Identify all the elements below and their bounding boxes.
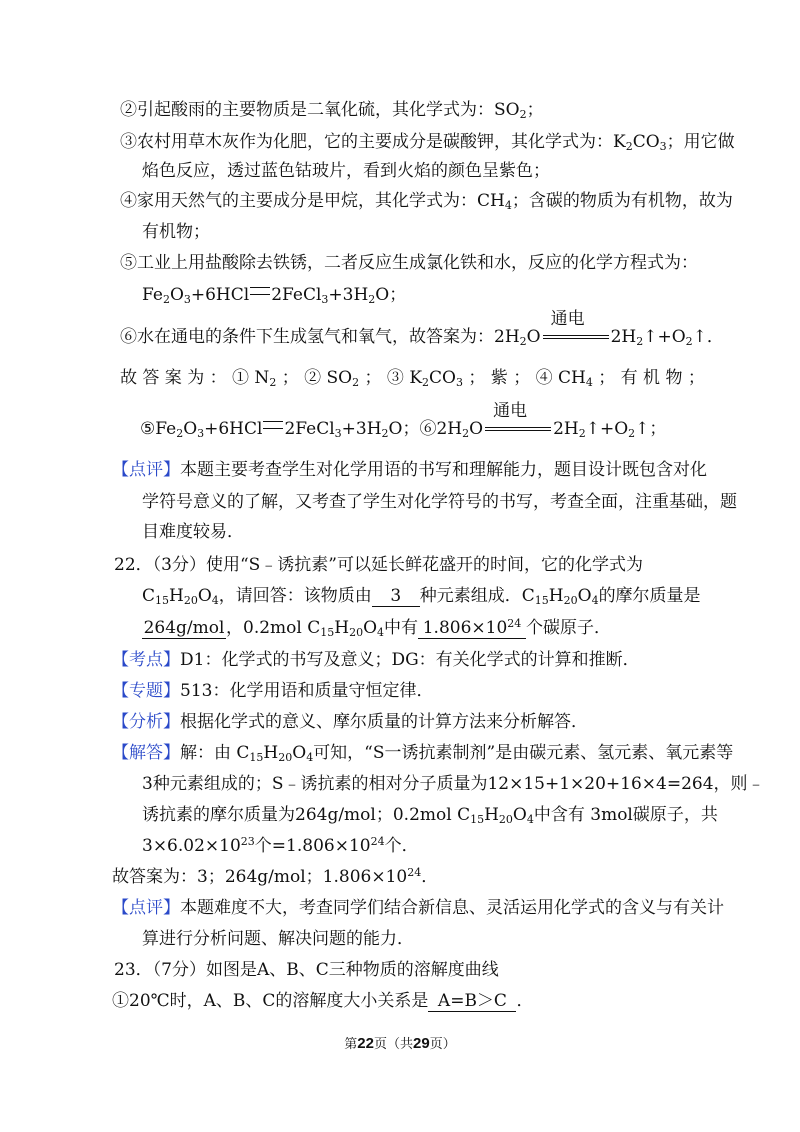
electrolysis-arrow: 通电 bbox=[541, 325, 611, 349]
page-number: 22 bbox=[357, 1035, 374, 1052]
answer-line: 故答案为：3；264g/mol；$1.806\times 10^{24}$． bbox=[112, 866, 439, 887]
page-footer: 第22页（共29页） bbox=[344, 1035, 456, 1052]
text-line: 算进行分析问题、解决问题的能力． bbox=[142, 929, 414, 949]
jieda-line: 【解答】解：由 $C_{15}H_{20}O_4$可知，“S一诱抗素制剂”是由碳元素、氢元素、氧元素等 bbox=[112, 743, 734, 764]
electrolysis-arrow: 通电 bbox=[483, 417, 553, 441]
text-line: 3种元素组成的；S﹣诱抗素的相对分子质量为12×15+1×20+16×4=264，则﹣ bbox=[142, 774, 765, 794]
zhuanti-line: 【专题】513：化学用语和质量守恒定律． bbox=[112, 681, 434, 701]
text-line: 诱抗素的摩尔质量为264g/mol；0.2mol $C_{15}H_{20}O_4$中含有 3mol碳原子，共 bbox=[142, 805, 718, 826]
answer-blank: 264g/mol bbox=[143, 618, 225, 638]
kaodian-line: 【考点】D1：化学式的书写及意义；DG：有关化学式的计算和推断． bbox=[112, 650, 640, 670]
comment-line: 【点评】本题难度不大，考查同学们结合新信息、灵活运用化学式的含义与有关计 bbox=[112, 898, 724, 918]
equation-line: $Fe_2O_3+6HCl$ $2FeCl_3+3H_2O$； bbox=[142, 285, 407, 306]
text-line: ③农村用草木灰作为化肥，它的主要成分是碳酸钾，其化学式为：$K_2CO_3$；用它做 bbox=[120, 132, 735, 153]
text-line: $3\times 6.02\times 10^{23}$个$=1.806\times 10^{24}$个． bbox=[142, 835, 419, 856]
text-line: 有机物； bbox=[142, 222, 210, 242]
answer-line: $⑤Fe_2O_3+6HCl$ $2FeCl_3+3H_2O$；$⑥2H_2O$ 通电 $2H_2↑+O_2↑$； bbox=[140, 401, 667, 440]
fenxi-line: 【分析】根据化学式的意义、摩尔质量的计算方法来分析解答． bbox=[112, 712, 588, 732]
page-total: 29 bbox=[413, 1035, 430, 1052]
comment-line: 【点评】本题主要考查学生对化学用语的书写和理解能力，题目设计既包含对化 bbox=[112, 460, 707, 480]
question-23-part1: ①20℃时，A、B、C的溶解度大小关系是 A=B＞C ． bbox=[112, 991, 534, 1011]
text-line: ⑥水在通电的条件下生成氢气和氧气，故答案为：$2H_2O$ 通电 $2H_2↑+O_2↑$． bbox=[120, 309, 724, 348]
answer-blank: 3 bbox=[372, 586, 420, 607]
text-line: 学符号意义的了解，又考查了学生对化学符号的书写，考查全面，注重基础，题 bbox=[142, 492, 737, 512]
comment-tag: 【点评】 bbox=[112, 460, 180, 480]
question-22-line3: 264g/mol，0.2mol $C_{15}H_{20}O_4$中有 $1.806\times 10^{24}$ 个碳原子． bbox=[143, 617, 612, 639]
text-line: 焰色反应，透过蓝色钴玻片，看到火焰的颜色呈紫色； bbox=[142, 161, 550, 181]
question-22-line2: $C_{15}H_{20}O_4$，请回答：该物质由 3 种元素组成．$C_{15}H_{20}O_4$的摩尔质量是 bbox=[142, 586, 701, 607]
answer-blank: $1.806\times 10^{24}$ bbox=[418, 618, 526, 639]
answer-blank: A=B＞C bbox=[428, 991, 516, 1012]
question-22: 22．（3分）使用“S﹣诱抗素”可以延长鲜花盛开的时间，它的化学式为 bbox=[114, 555, 643, 575]
text-line: ④家用天然气的主要成分是甲烷，其化学式为：$CH_4$；含碳的物质为有机物，故为 bbox=[120, 191, 733, 212]
text-line: ⑤工业上用盐酸除去铁锈，二者反应生成氯化铁和水，反应的化学方程式为： bbox=[120, 253, 698, 273]
question-23: 23．（7分）如图是A、B、C三种物质的溶解度曲线 bbox=[114, 960, 499, 980]
answer-line: 故 答 案 为 ： ① $N_2$ ； ② $SO_2$ ； ③ $K_2CO_3$ ； 紫 ； ④ $CH_4$ ； 有 机 物 ； bbox=[120, 368, 705, 389]
text-line: 目难度较易． bbox=[142, 522, 244, 542]
text-line: ②引起酸雨的主要物质是二氧化硫，其化学式为：$SO_2$； bbox=[120, 100, 544, 121]
